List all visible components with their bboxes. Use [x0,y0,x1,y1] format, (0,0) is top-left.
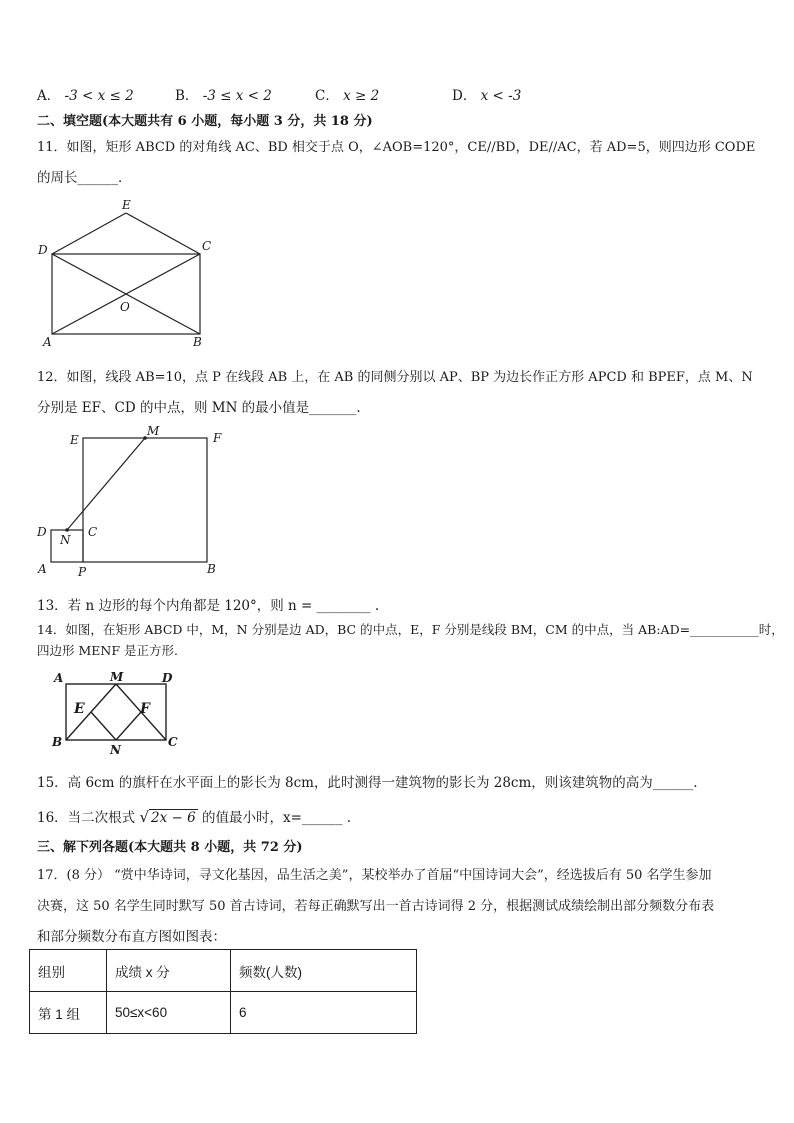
q11-label-o: O [120,300,130,314]
q14-label-e: E [74,701,85,717]
q11-segment-de [52,213,126,254]
option-d: D． x < -3 [452,88,522,104]
section3-title: 三、解下列各题(本大题共 8 小题，共 72 分) [37,840,303,855]
q14-line1: 14．如图，在矩形 ABCD 中，M，N 分别是边 AD，BC 的中点，E，F 分别是线段 BM，CM 的中点，当 AB:AD=___________时， [37,622,784,637]
table-cell: 50≤x<60 [107,992,231,1034]
table-row [30,992,417,1034]
q14-label-f: F [140,701,150,717]
q14-label-n: N [110,743,121,757]
q12-square-bpef [83,438,207,562]
q12-point-n [65,528,69,532]
q11-label-b: B [193,335,202,349]
q16-text: 16．当二次根式 √ 2x − 6 的值最小时，x=______ . [37,808,352,826]
q11-label-c: C [202,239,212,253]
q12-line1: 12．如图，线段 AB=10，点 P 在线段 AB 上，在 AB 的同侧分别以 AP、BP 为边长作正方形 APCD 和 BPEF，点 M、N [37,370,753,385]
q12-label-n: N [60,533,71,547]
q14-label-d: D [162,671,173,685]
table-header-cell: 组别 [30,950,107,992]
q12-label-f: F [213,431,222,445]
q15-text: 15．高 6cm 的旗杆在水平面上的影长为 8cm，此时测得一建筑物的影长为 28cm，则该建筑物的高为______. [37,775,698,791]
q17-line1: 17．(8 分） “赏中华诗词，寻文化基因，品生活之美”，某校举办了首届“中国诗词大会”，经选拔后有 50 名学生参加 [37,868,712,883]
q11-label-e: E [122,198,131,212]
q12-label-e: E [70,433,79,447]
q14-figure [44,668,194,760]
option-a: A． -3 < x ≤ 2 [37,88,134,104]
q14-label-m: M [110,670,124,684]
table-header-row [30,950,417,992]
q12-label-p: P [78,565,87,579]
q12-figure [30,420,230,582]
q11-line1: 11．如图，矩形 ABCD 的对角线 AC、BD 相交于点 O，∠AOB=120°，CE//BD，DE//AC，若 AD=5，则四边形 CODE [37,140,756,155]
section2-title: 二、填空题(本大题共有 6 小题，每小题 3 分，共 18 分) [37,114,373,129]
table-header-cell: 成绩 x 分 [107,950,231,992]
q12-label-m: M [147,424,160,438]
q11-segment-ce [126,213,200,254]
frequency-table [29,949,417,1034]
q12-label-d: D [37,525,47,539]
q11-line2: 的周长______． [37,170,132,186]
option-c: C． x ≥ 2 [315,88,380,104]
table-cell: 6 [231,992,417,1034]
option-b: B． -3 ≤ x < 2 [175,88,272,104]
q14-segment-nf [116,712,141,740]
q12-label-b: B [207,562,216,576]
q14-label-a: A [54,671,64,685]
q14-label-c: C [168,735,178,749]
q13-text: 13．若 n 边形的每个内角都是 120°，则 n = ________ . [37,598,380,614]
q17-line3: 和部分频数分布直方图如图表： [37,929,226,945]
q16-radicand: 2x − 6 [151,810,196,826]
q12-label-c: C [88,525,98,539]
q14-line2: 四边形 MENF 是正方形. [37,643,178,658]
q17-line2: 决赛，这 50 名学生同时默写 50 首古诗词，若每正确默写出一首古诗词得 2 分，根据测试成绩绘制出部分频数分布表 [37,899,715,914]
q14-segment-en [91,712,116,740]
q11-figure [30,193,230,353]
q12-segment-mn [67,438,145,530]
q12-label-a: A [38,562,47,576]
table-header-cell: 频数(人数) [231,950,417,992]
q11-label-a: A [43,335,52,349]
q14-label-b: B [52,735,63,749]
q11-label-d: D [38,243,48,257]
table-cell: 第 1 组 [30,992,107,1034]
q12-line2: 分别是 EF、CD 的中点，则 MN 的最小值是_______. [37,400,361,416]
